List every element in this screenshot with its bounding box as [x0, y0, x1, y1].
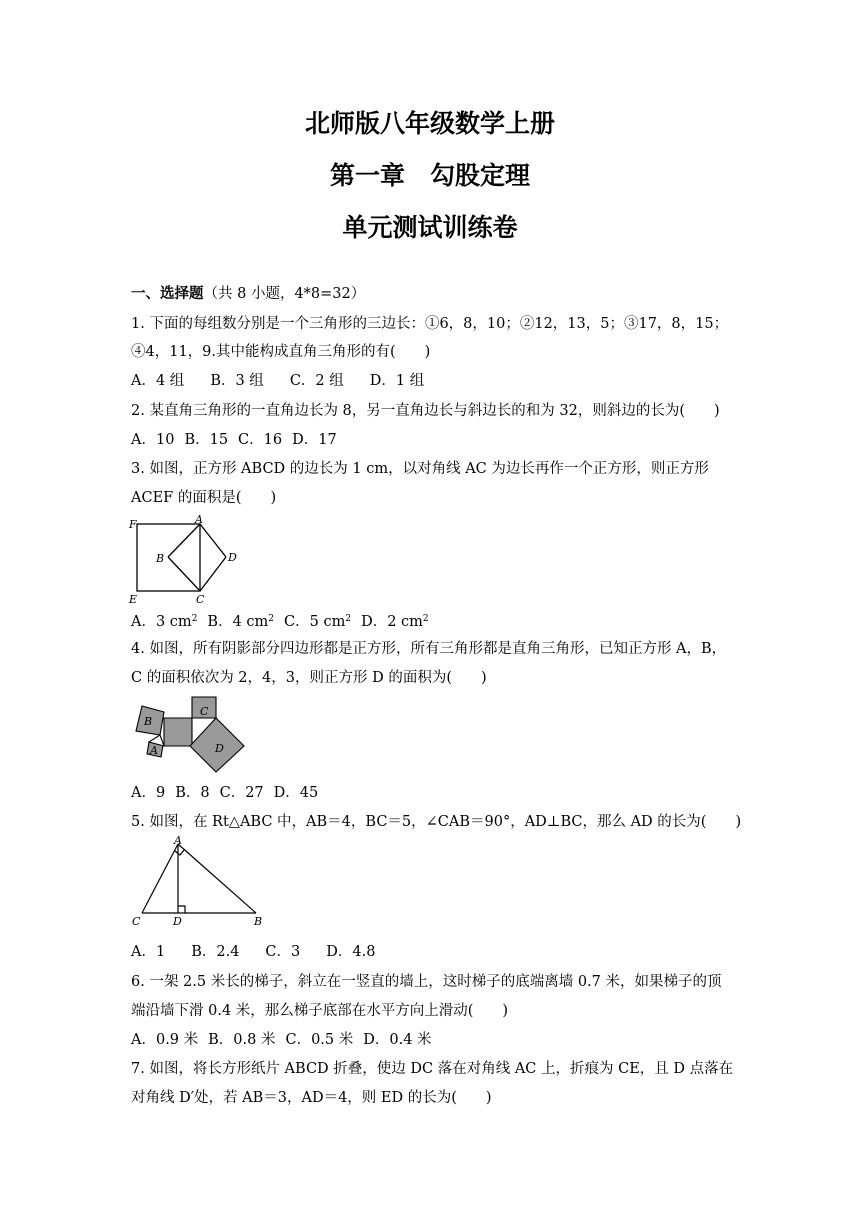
- question-3-line-2: ACEF 的面积是( ): [131, 490, 277, 506]
- option-c: C．0.5 米: [285, 1032, 354, 1048]
- question-1-options: [131, 371, 731, 391]
- option-d: D．17: [292, 432, 337, 448]
- option-b: B．8: [175, 785, 210, 801]
- question-4-line-1: 4. 如图，所有阴影部分四边形都是正方形，所有三角形都是直角三角形，已知正方形 A，B，: [131, 641, 727, 657]
- label-a: A: [150, 744, 158, 757]
- question-6-line-1: 6. 一架 2.5 米长的梯子，斜立在一竖直的墙上，这时梯子的底端离墙 0.7 米，如果梯子的顶: [131, 974, 722, 990]
- unit-title: 单元测试训练卷: [342, 213, 518, 242]
- option-b: B．2.4: [191, 944, 240, 960]
- label-b: B: [144, 715, 153, 728]
- question-1-line-1: 1. 下面的每组数分别是一个三角形的三边长：①6，8，10；②12，13，5；③17，8，15；: [131, 316, 729, 332]
- figure-squares: [126, 694, 251, 774]
- option-d: D．45: [273, 785, 319, 801]
- question-2-options: [131, 430, 731, 450]
- label-c: C: [200, 705, 209, 718]
- label-b: B: [156, 552, 165, 565]
- label-a: A: [195, 513, 203, 526]
- label-f: F: [129, 518, 137, 531]
- option-c: C．16: [238, 432, 283, 448]
- section-heading: [131, 284, 731, 304]
- right-angle-mark-a: [175, 850, 184, 855]
- option-b: B．0.8 米: [208, 1032, 276, 1048]
- option-c: C．3: [265, 944, 301, 960]
- segment-ab: [168, 524, 200, 557]
- option-a: A．0.9 米: [131, 1032, 199, 1048]
- question-6-line-2: 端沿墙下滑 0.4 米，那么梯子底部在水平方向上滑动( ): [131, 1003, 509, 1019]
- segment-dc: [200, 557, 226, 591]
- label-a: A: [174, 836, 182, 847]
- option-d: D．0.4 米: [363, 1032, 432, 1048]
- option-c: C．27: [219, 785, 264, 801]
- option-b: B．3 组: [210, 373, 264, 389]
- question-4-options: [131, 783, 731, 803]
- option-d: D．1 组: [369, 373, 425, 389]
- section-note: （共 8 小题，4*8=32）: [203, 286, 366, 302]
- option-d: D．4.8: [326, 944, 376, 960]
- option-a: A．1: [131, 944, 166, 960]
- question-3-options: [131, 609, 731, 632]
- option-a: A．10: [131, 432, 175, 448]
- question-7-line-1: 7. 如图，将长方形纸片 ABCD 折叠，使边 DC 落在对角线 AC 上，折痕为 CE，且 D 点落在: [131, 1061, 734, 1077]
- option-d: D．2 $cm^2$: [361, 614, 429, 630]
- label-d: D: [228, 551, 237, 564]
- chapter-title: 第一章 勾股定理: [329, 161, 530, 190]
- section-label: 一、选择题: [131, 285, 204, 302]
- question-1-line-2: ④4，11，9.其中能构成直角三角形的有( ): [131, 344, 431, 360]
- segment-ad: [200, 524, 226, 557]
- label-b: B: [254, 915, 263, 928]
- right-angle-mark-d: [178, 906, 185, 913]
- question-2-line-1: 2. 某直角三角形的一直角边长为 8，另一直角边长与斜边长的和为 32，则斜边的长为( ): [131, 403, 720, 419]
- question-3-line-1: 3. 如图，正方形 ABCD 的边长为 1 cm，以对角线 AC 为边长再作一个正方形，则正方形: [131, 461, 709, 477]
- label-d: D: [173, 915, 182, 928]
- question-5-options: [131, 942, 731, 962]
- option-c: C．5 $cm^2$: [284, 614, 352, 630]
- segment-ac: [142, 844, 178, 913]
- label-d: D: [215, 742, 224, 755]
- question-7-line-2: 对角线 D′处，若 AB＝3，AD＝4，则 ED 的长为( ): [131, 1090, 492, 1106]
- question-5-line-1: 5. 如图，在 Rt△ABC 中，AB＝4，BC＝5，∠CAB＝90°，AD⊥BC，那么 AD 的长为( ): [131, 814, 742, 830]
- label-c: C: [132, 915, 141, 928]
- doc-title: 北师版八年级数学上册: [304, 109, 555, 138]
- option-b: B．4 $cm^2$: [207, 614, 275, 630]
- option-a: A．9: [131, 785, 166, 801]
- question-4-line-2: C 的面积依次为 2，4，3，则正方形 D 的面积为( ): [131, 670, 487, 686]
- label-c: C: [196, 593, 205, 603]
- segment-bc: [168, 557, 200, 591]
- figure-square-acef: [128, 513, 240, 603]
- option-a: A．3 $cm^2$: [131, 614, 198, 630]
- label-e: E: [129, 593, 138, 603]
- option-c: C．2 组: [289, 373, 344, 389]
- middle-square: [164, 718, 192, 746]
- question-6-options: [131, 1030, 731, 1050]
- option-b: B．15: [184, 432, 229, 448]
- option-a: A．4 组: [131, 373, 185, 389]
- segment-ab: [178, 844, 256, 913]
- figure-right-triangle: [128, 836, 273, 931]
